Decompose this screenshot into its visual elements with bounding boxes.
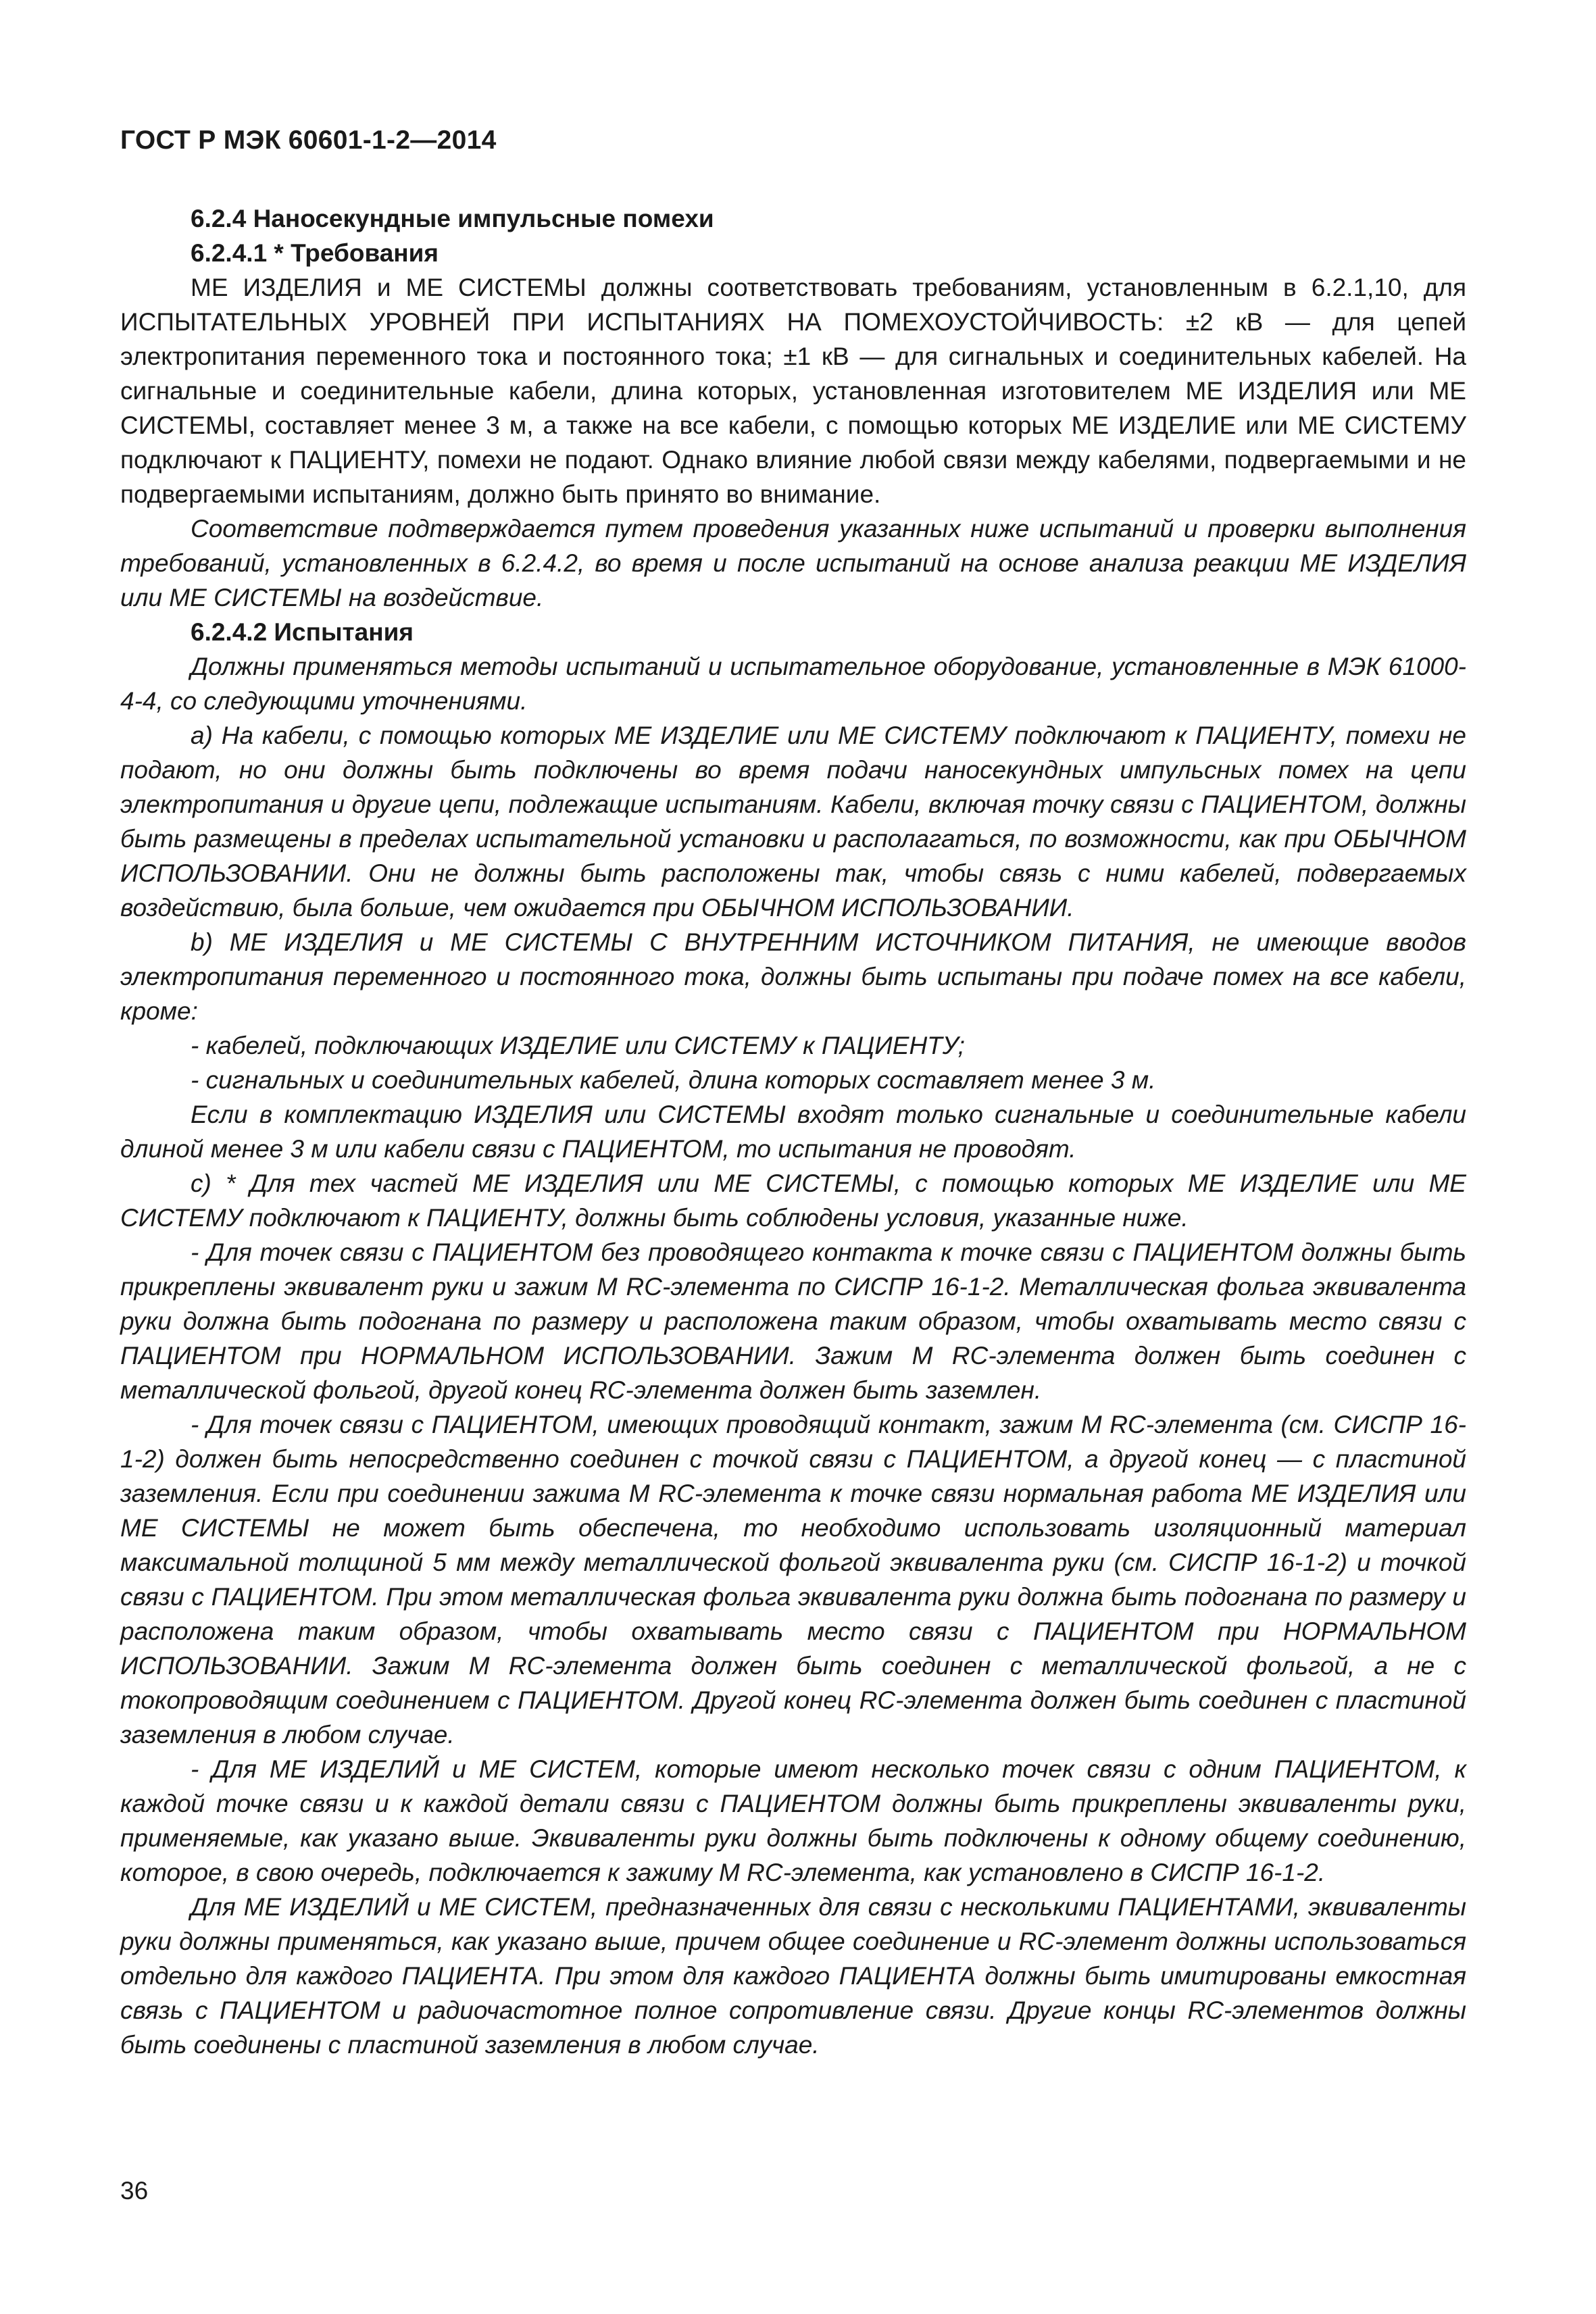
item-c-paragraph: с) * Для тех частей МЕ ИЗДЕЛИЯ или МЕ СИСТЕМЫ, с помощью которых МЕ ИЗДЕЛИЕ или МЕ СИСТЕМУ подключают к ПАЦИЕНТУ, должны быть соблюдены условия, указанные ниже. xyxy=(120,1169,1466,1232)
item-a-paragraph: а) На кабели, с помощью которых МЕ ИЗДЕЛИЕ или МЕ СИСТЕМУ подключают к ПАЦИЕНТУ, помехи не подают, но они должны быть подключены во время подачи наносекундных импульсных помех на цепи электропитания и другие цепи, подлежащие испытаниям. Кабели, включая точку связи с ПАЦИЕНТОМ, должны быть размещены в пределах испытательной установки и располагаться, по возможности, как при ОБЫЧНОМ ИСПОЛЬЗОВАНИИ. Они не должны быть расположены так, чтобы связь с ними кабелей, подвергаемых воздействию, была больше, чем ожидается при ОБЫЧНОМ ИСПОЛЬЗОВАНИИ. xyxy=(120,722,1466,922)
item-b-note-paragraph: Если в комплектацию ИЗДЕЛИЯ или СИСТЕМЫ входят только сигнальные и соединительные кабели длиной менее 3 м или кабели связи с ПАЦИЕНТОМ, то испытания не проводят. xyxy=(120,1101,1466,1163)
section-heading-6-2-4-1: 6.2.4.1 * Требования xyxy=(191,239,439,267)
requirements-paragraph: МЕ ИЗДЕЛИЯ и МЕ СИСТЕМЫ должны соответствовать требованиям, установленным в 6.2.1,10, для ИСПЫТАТЕЛЬНЫХ УРОВНЕЙ ПРИ ИСПЫТАНИЯХ НА ПОМЕХОУСТОЙЧИВОСТЬ: ±2 кВ — для цепей электропитания переменного тока и постоянного тока; ±1 кВ — для сигнальных и соединительных кабелей. На сигнальные и соединительные кабели, длина которых, установленная изготовителем МЕ ИЗДЕЛИЯ или МЕ СИСТЕМЫ, составляет менее 3 м, а также на все кабели, с помощью которых МЕ ИЗДЕЛИЕ или МЕ СИСТЕМУ подключают к ПАЦИЕНТУ, помехи не подают. Однако влияние любой связи между кабелями, подвергаемыми и не подвергаемыми испытаниям, должно быть принято во внимание. xyxy=(120,274,1466,508)
compliance-paragraph: Соответствие подтверждается путем проведения указанных ниже испытаний и проверки выполнения требований, установленных в 6.2.4.2, во время и после испытаний на основе анализа реакции МЕ ИЗДЕЛИЯ или МЕ СИСТЕМЫ на воздействие. xyxy=(120,515,1466,611)
section-heading-6-2-4: 6.2.4 Наносекундные импульсные помехи xyxy=(191,205,714,232)
test-methods-paragraph: Должны применяться методы испытаний и испытательное оборудование, установленные в МЭК 61000-4-4, со следующими уточнениями. xyxy=(120,653,1466,715)
item-c-conductive-paragraph: - Для точек связи с ПАЦИЕНТОМ, имеющих проводящий контакт, зажим М RC-элемента (см. СИСПР 16-1-2) должен быть непосредственно соединен с точкой связи с ПАЦИЕНТОМ, а другой конец — с пластиной заземления. Если при соединении зажима М RC-элемента к точке связи нормальная работа МЕ ИЗДЕЛИЯ или МЕ СИСТЕМЫ не может быть обеспечена, то необходимо использовать изоляционный материал максимальной толщиной 5 мм между металлической фольгой эквивалента руки (см. СИСПР 16-1-2) и точкой связи с ПАЦИЕНТОМ. При этом металлическая фольга эквивалента руки должна быть подогнана по размеру и расположена таким образом, чтобы охватывать место связи с ПАЦИЕНТОМ при НОРМАЛЬНОМ ИСПОЛЬЗОВАНИИ. Зажим М RC-элемента должен быть соединен с металлической фольгой, а не с токопроводящим соединением с ПАЦИЕНТОМ. Другой конец RC-элемента должен быть соединен с пластиной заземления в любом случае. xyxy=(120,1411,1466,1749)
item-c-multiple-patients-paragraph: Для МЕ ИЗДЕЛИЙ и МЕ СИСТЕМ, предназначенных для связи с несколькими ПАЦИЕНТАМИ, эквиваленты руки должны применяться, как указано выше, причем общее соединение и RC-элемент должны использоваться отдельно для каждого ПАЦИЕНТА. При этом для каждого ПАЦИЕНТА должны быть имитированы емкостная связь с ПАЦИЕНТОМ и радиочастотное полное сопротивление связи. Другие концы RC-элементов должны быть соединены с пластиной заземления в любом случае. xyxy=(120,1893,1466,2059)
document-body xyxy=(120,201,1466,2062)
standard-header: ГОСТ Р МЭК 60601-1-2—2014 xyxy=(120,126,497,155)
page-number: 36 xyxy=(120,2177,149,2205)
item-b-exception-2: - сигнальных и соединительных кабелей, длина которых составляет менее 3 м. xyxy=(191,1066,1156,1094)
item-c-nonconductive-paragraph: - Для точек связи с ПАЦИЕНТОМ без проводящего контакта к точке связи с ПАЦИЕНТОМ должны быть прикреплены эквивалент руки и зажим М RC-элемента по СИСПР 16-1-2. Металлическая фольга эквивалента руки должна быть подогнана по размеру и расположена таким образом, чтобы охватывать место связи с ПАЦИЕНТОМ при НОРМАЛЬНОМ ИСПОЛЬЗОВАНИИ. Зажим М RC-элемента должен быть соединен с металлической фольгой, другой конец RC-элемента должен быть заземлен. xyxy=(120,1238,1466,1404)
item-b-exception-1: - кабелей, подключающих ИЗДЕЛИЕ или СИСТЕМУ к ПАЦИЕНТУ; xyxy=(191,1032,965,1059)
item-b-paragraph: b) МЕ ИЗДЕЛИЯ и МЕ СИСТЕМЫ С ВНУТРЕННИМ ИСТОЧНИКОМ ПИТАНИЯ, не имеющие вводов электропитания переменного и постоянного тока, должны быть испытаны при подаче помех на все кабели, кроме: xyxy=(120,928,1466,1025)
item-c-multiple-points-paragraph: - Для МЕ ИЗДЕЛИЙ и МЕ СИСТЕМ, которые имеют несколько точек связи с одним ПАЦИЕНТОМ, к каждой точке связи и к каждой детали связи с ПАЦИЕНТОМ должны быть прикреплены эквиваленты руки, применяемые, как указано выше. Эквиваленты руки должны быть подключены к одному общему соединению, которое, в свою очередь, подключается к зажиму М RC-элемента, как установлено в СИСПР 16-1-2. xyxy=(120,1755,1466,1886)
section-heading-6-2-4-2: 6.2.4.2 Испытания xyxy=(191,618,414,646)
